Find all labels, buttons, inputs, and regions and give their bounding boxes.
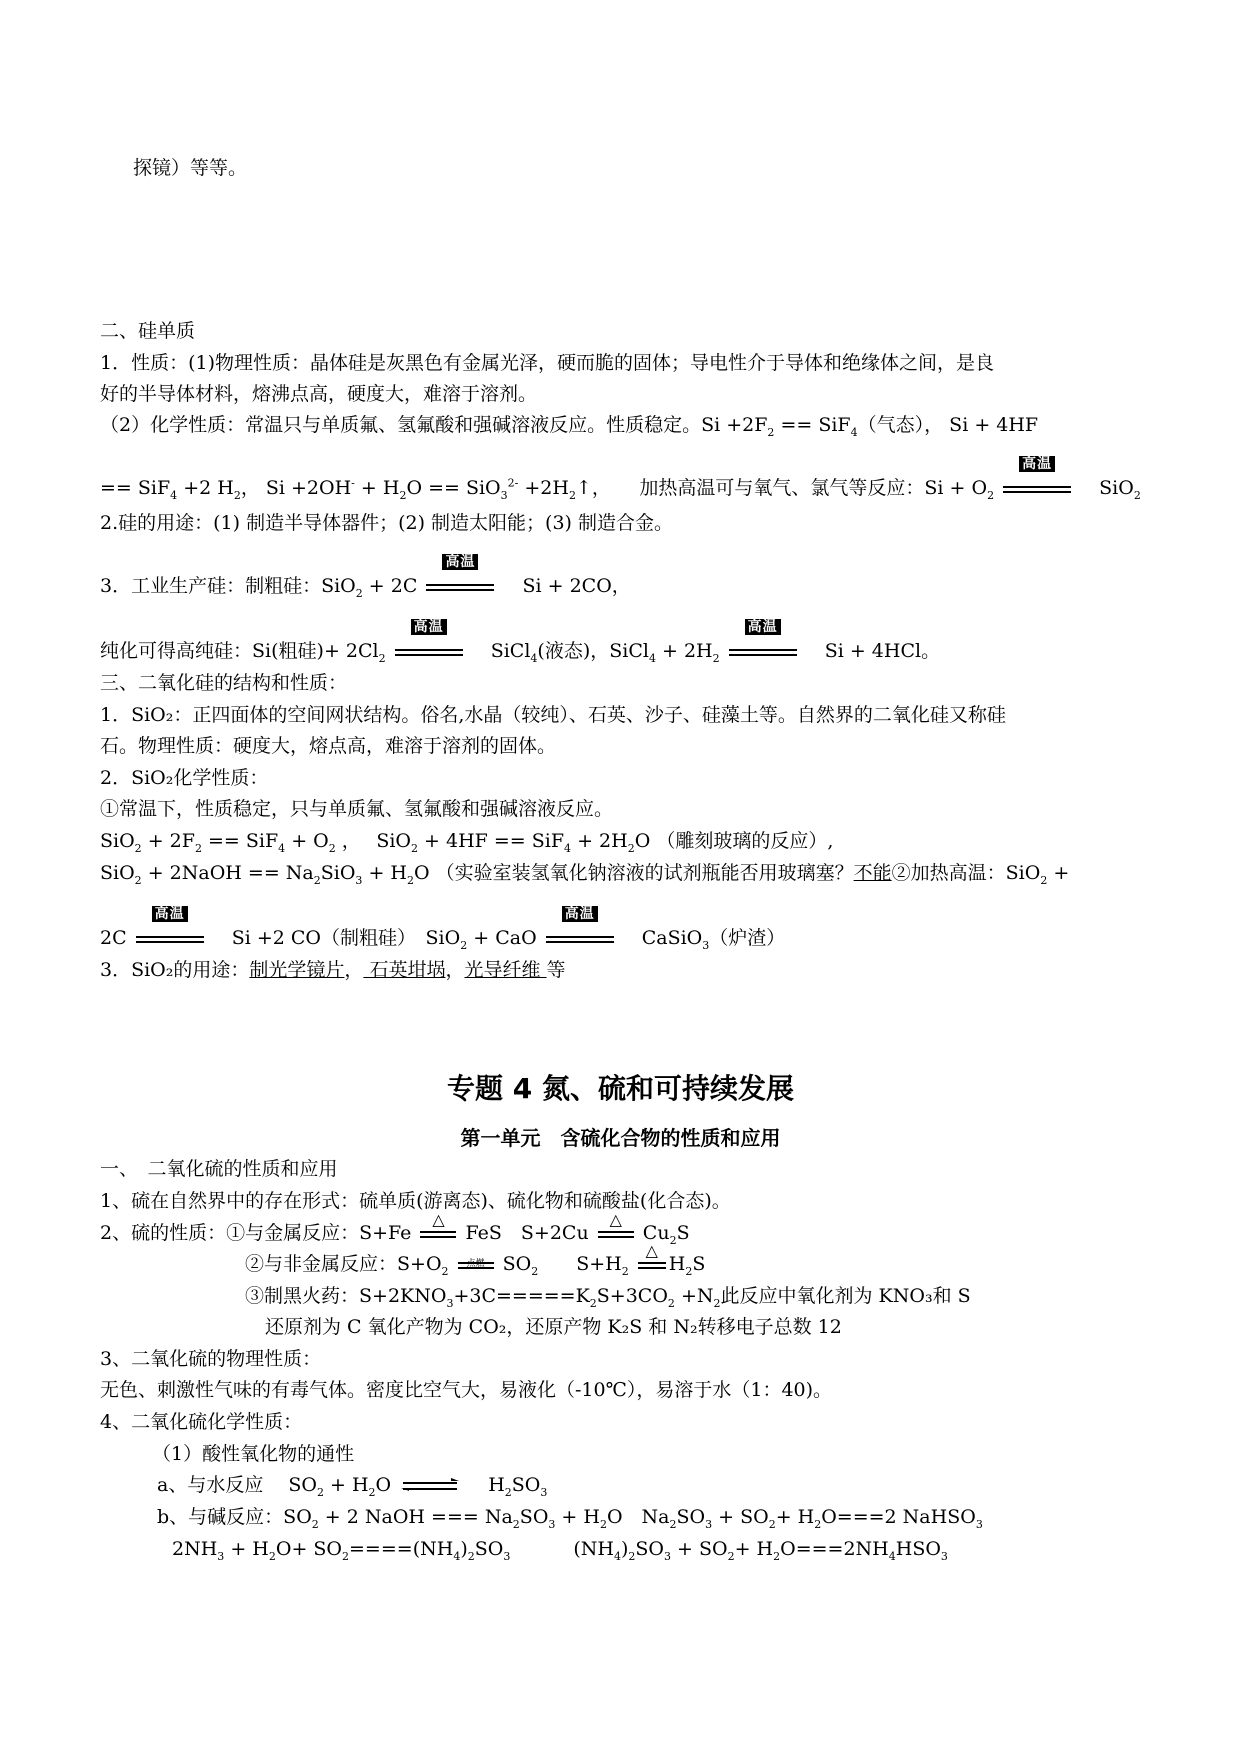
so2-reducer: 还原剂为 C 氧化产物为 CO₂，还原产物 K₂S 和 N₂转移电子总数 12: [265, 1316, 842, 1338]
si-production: 3．工业生产硅：制粗硅：SiO$_2$ + 2C 高温 Si + 2CO，: [100, 553, 631, 600]
sio2-eq3: 2C 高温 Si +2 CO（制粗硅） SiO$_2$ + CaO 高温 CaSiO$_3$（炉渣）: [100, 905, 786, 952]
high-temp-arrow: 高温: [546, 936, 614, 943]
so2-nonmetal: ②与非金属反应：$S+O_2$ 点燃 $SO_2$ $S+H_2$ △ $H_2S$: [245, 1240, 706, 1278]
si-chem-line-2: == SiF$_4$ +2 $H_2$， $Si +2OH^- + H_2O == SiO_3^{2-}$ $+2H_2↑$， 加热高温可与氧气、氯气等反应：$Si + O_2$ 高温 SiO$_2$: [100, 455, 1141, 502]
heading-sio2: 三、二氧化硅的结构和性质：: [100, 672, 348, 694]
so2-base: b、与碱反应：$SO_2 + 2$ NaOH === $Na_2SO_3 + H_2O$ $Na_2SO_3 + SO_2+ H_2O===2$ NaHSO$_3$: [157, 1506, 983, 1531]
ignite-arrow: 点燃: [458, 1262, 494, 1269]
high-temp-arrow: 高温: [426, 584, 494, 591]
so2-h1: 一、 二氧化硫的性质和应用: [100, 1158, 338, 1180]
sio2-p1b: 石。物理性质：硬度大，熔点高，难溶于溶剂的固体。: [100, 735, 557, 757]
sio2-p2: 2．SiO₂化学性质：: [100, 767, 269, 789]
si-props-1: 1．性质：(1)物理性质：晶体硅是灰黑色有金属光泽，硬而脆的固体；导电性介于导体和绝缘体之间，是良: [100, 352, 995, 374]
so2-water: a、与水反应 $SO_2 + H_2O$ $H_2SO_3$: [157, 1474, 548, 1499]
so2-p3-text: 无色、刺激性气味的有毒气体。密度比空气大，易液化（-10℃），易溶于水（1：40)。: [100, 1379, 833, 1401]
sio2-p1a: 1．SiO₂：正四面体的空间网状结构。俗名,水晶（较纯）、石英、沙子、硅藻土等。自然界的二氧化硅又称硅: [100, 704, 1006, 726]
high-temp-arrow: 高温: [136, 936, 204, 943]
so2-p4: 4、二氧化硫化学性质：: [100, 1411, 303, 1433]
so2-p1: 1、硫在自然界中的存在形式：硫单质(游离态)、硫化物和硫酸盐(化合态)。: [100, 1190, 731, 1212]
so2-gunpowder: ③制黑火药：$S+2KNO_3+3C=====K_2S+3CO_2 +N_2$此反应中氧化剂为 KNO₃和 S: [245, 1285, 971, 1310]
high-temp-arrow: 高温: [1003, 486, 1071, 493]
so2-p4-1: （1）酸性氧化物的通性: [152, 1443, 355, 1465]
si-props-2: 好的半导体材料，熔沸点高，硬度大，难溶于溶剂。: [100, 383, 538, 405]
so2-ammonia: $2NH_3 + H_2O+ SO_2====(NH_4)_2SO_3$ $(NH_4)_2SO_3 + SO_2+ H_2O===2NH_4HSO_3$: [172, 1538, 948, 1563]
so2-p3: 3、二氧化硫的物理性质：: [100, 1348, 322, 1370]
si-chem-line: （2）化学性质：常温只与单质氟、氢氟酸和强碱溶液反应。性质稳定。$Si +2F_2 == SiF_4$（气态）， Si + 4HF: [100, 414, 1039, 439]
unit-title: 第一单元 含硫化合物的性质和应用: [460, 1126, 781, 1150]
heading-silicon: 二、硅单质: [100, 320, 196, 342]
heat-arrow: △: [420, 1231, 456, 1238]
answer-text: 不能: [853, 862, 892, 884]
heat-arrow: △: [638, 1262, 666, 1269]
so2-metal: 2、硫的性质：①与金属反应：S+Fe △ FeS S+2Cu △ $Cu_2S$: [100, 1209, 690, 1247]
sio2-eq1: $SiO_2 + 2F_2 == SiF_4 + O_2$ ， $SiO_2 + 4HF == SiF_4 + 2H_2O$ （雕刻玻璃的反应）,: [100, 830, 834, 855]
topic-title: 专题 4 氮、硫和可持续发展: [447, 1072, 794, 1105]
high-temp-arrow: 高温: [729, 649, 797, 656]
si-purify: 纯化可得高纯硅：Si(粗硅)+ $2Cl_2$ 高温 SiCl$_4$(液态)，SiCl$_4$ + $2H_2$ 高温 Si + 4HCl。: [100, 618, 941, 665]
equilibrium-arrow: [403, 1479, 457, 1493]
heat-arrow: △: [598, 1231, 634, 1238]
top-line: 探镜）等等。: [133, 157, 248, 179]
sio2-p3: ①常温下，性质稳定，只与单质氟、氢氟酸和强碱溶液反应。: [100, 798, 614, 820]
high-temp-arrow: 高温: [395, 649, 463, 656]
sio2-eq2: SiO$_2$ + 2NaOH == $Na_2SiO_3 + H_2O$ （实验室装氢氧化钠溶液的试剂瓶能否用玻璃塞？不能②加热高温：SiO$_2$ +: [100, 862, 1070, 887]
sio2-uses: 3．SiO₂的用途：制光学镜片， 石英坩埚，光导纤维 等: [100, 959, 566, 981]
si-uses: 2.硅的用途：(1) 制造半导体器件；(2) 制造太阳能；(3) 制造合金。: [100, 512, 673, 534]
